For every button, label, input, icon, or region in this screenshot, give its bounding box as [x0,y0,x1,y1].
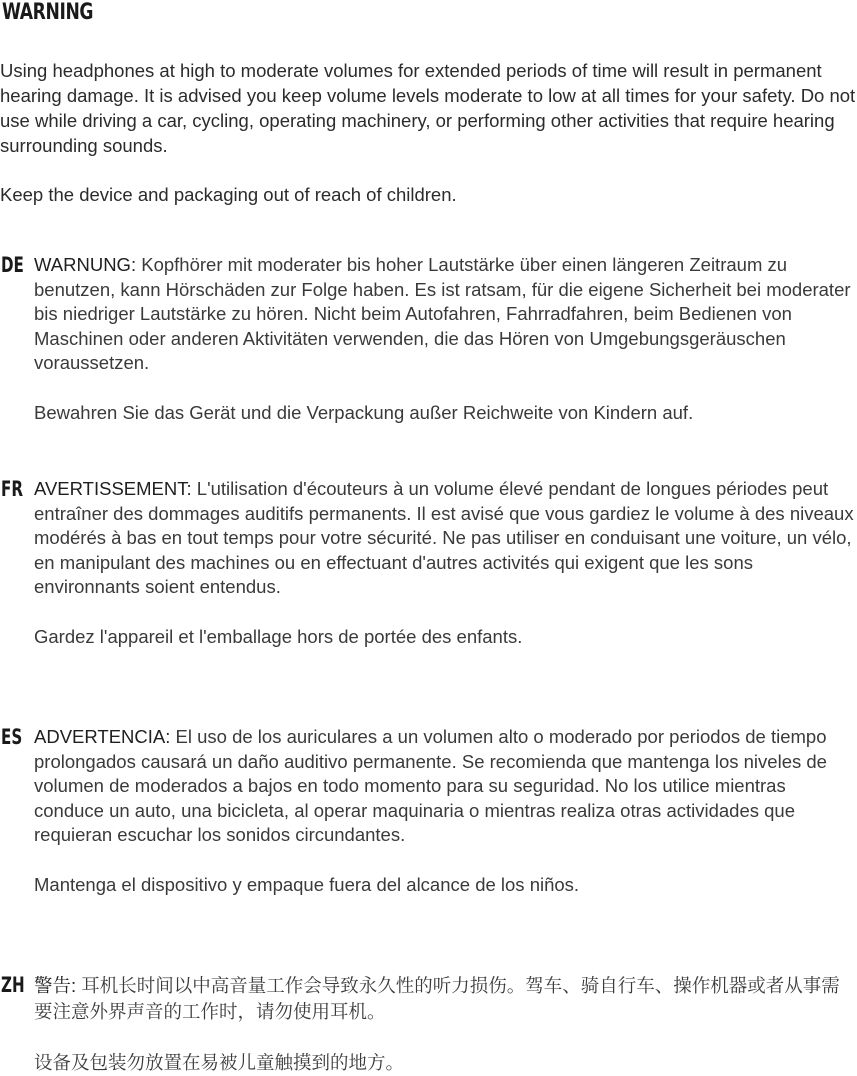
english-warning-text: Using headphones at high to moderate volumes for extended periods of time will result in permanent hearing damage. It is advised you keep volume levels moderate to low at all times for your safety. Do not use while driving a car, cycling, operating machinery, or performing other activities that require hearing surrounding sounds. [0,60,856,156]
spanish-warning-text: El uso de los auriculares a un volumen alto o moderado por periodos de tiempo prolongados causará un daño auditivo permanente. Se recomienda que mantenga los niveles de volumen de moderados a bajos en todo momento para su seguridad. No los utilice mientras conduce un auto, una bicicleta, al operar maquinaria o mientras realiza otras actividades que requieran escuchar los sonidos circundantes. [34,726,827,845]
french-children-text: Gardez l'appareil et l'emballage hors de portée des enfants. [34,625,523,647]
language-code-es: ES [1,725,23,749]
german-children-text: Bewahren Sie das Gerät und die Verpackung außer Reichweite von Kindern auf. [34,401,694,423]
german-warning-paragraph [34,253,856,376]
german-warning-text: Kopfhörer mit moderater bis hoher Lautstärke über einen längeren Zeitraum zu benutzen, kann Hörschäden zur Folge haben. Es ist ratsam, für die eigene Sicherheit bei moderater bis niedriger Lautstärke zu hören. Nicht beim Autofahren, Fahrradfahren, beim Bedienen von Maschinen oder anderen Aktivitäten verwenden, die das Hören von Umgebungsgeräuschen voraussetzen. [34,254,851,373]
english-section [0,58,857,207]
chinese-warning-lead: 警告: [34,975,77,996]
french-warning-text: L'utilisation d'écouteurs à un volume élevé pendant de longues périodes peut entraîner des dommages auditifs permanents. Il est avisé que vous gardiez le volume à des niveaux modérés à bas en tout temps pour votre sécurité. Ne pas utiliser en conduisant une voiture, un vélo, en manipulant des machines ou en effectuant d'autres activités qui exigent que les sons environnants soient entendus. [34,478,854,597]
spanish-warning-paragraph [34,725,856,848]
german-warning-lead: WARNUNG: [34,254,137,275]
spanish-warning-lead: ADVERTENCIA: [34,726,171,747]
chinese-children-text: 设备及包装勿放置在易被儿童触摸到的地方。 [34,1052,405,1073]
chinese-warning-text: 耳机长时间以中高音量工作会导致永久性的听力损伤。驾车、骑自行车、操作机器或者从事需要注意外界声音的工作时，请勿使用耳机。 [34,975,840,1022]
page-title: WARNING [2,0,94,25]
french-warning-paragraph [34,477,856,600]
english-children-text: Keep the device and packaging out of reach of children. [0,184,457,205]
spanish-children-text: Mantenga el dispositivo y empaque fuera del alcance de los niños. [34,873,580,895]
chinese-warning-paragraph [34,973,856,1025]
language-code-de: DE [1,253,24,277]
language-code-fr: FR [1,477,23,501]
french-warning-lead: AVERTISSEMENT: [34,478,192,499]
language-code-zh: ZH [1,973,25,997]
